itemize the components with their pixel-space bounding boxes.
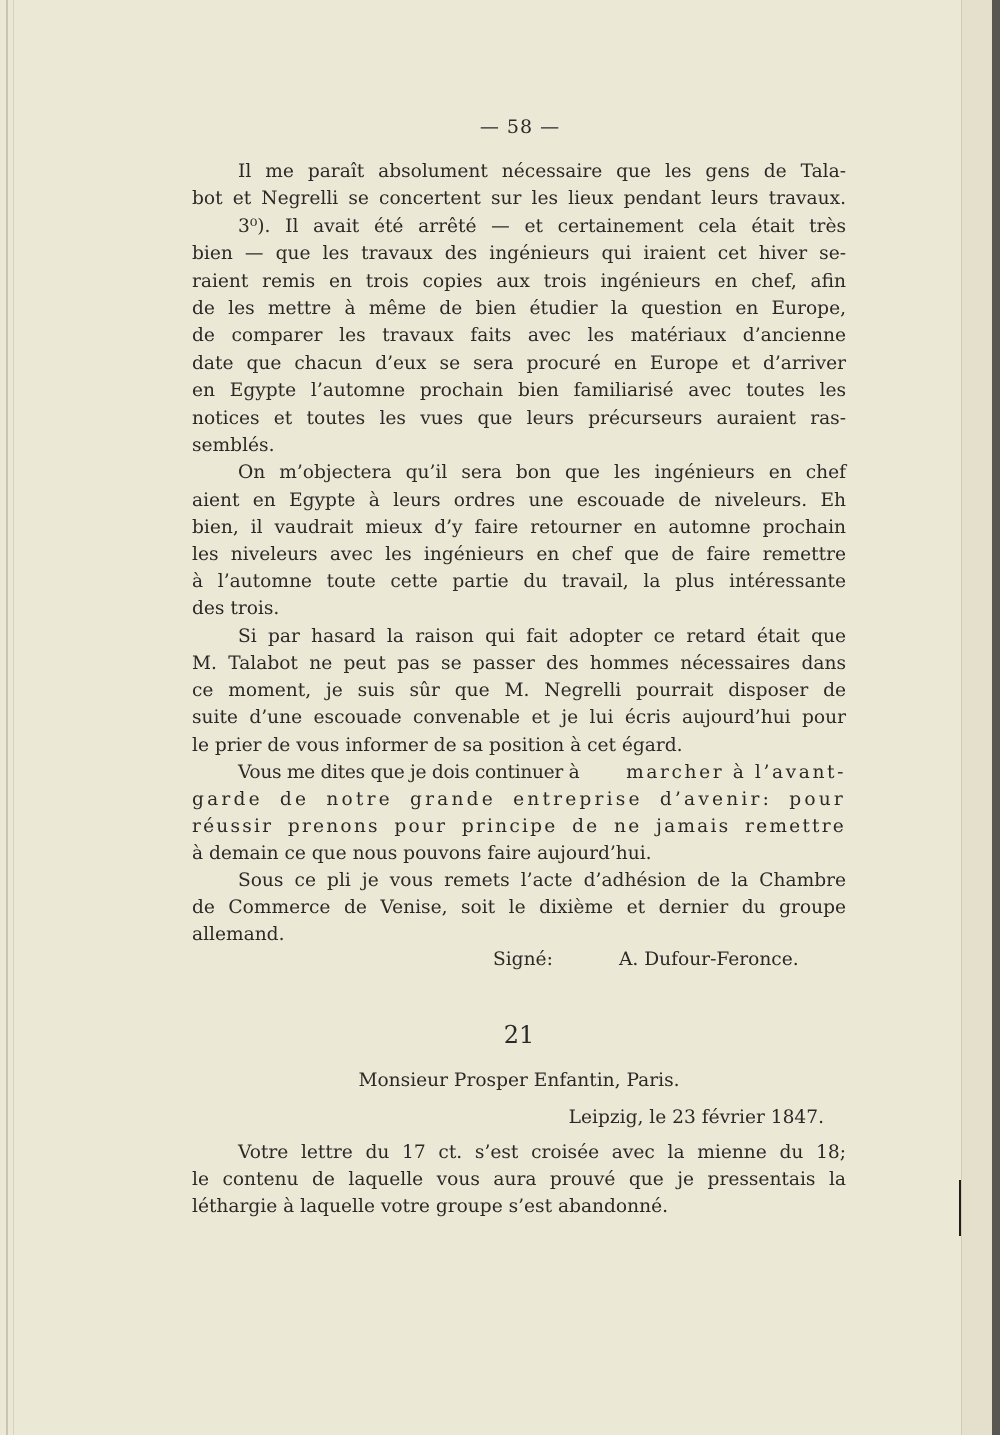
spaced-text-line: garde de notre grande entreprise d’avenir: pour	[192, 789, 846, 810]
text-segment: Vous me dites que je dois continuer à	[238, 762, 580, 783]
text-line: ce moment, je suis sûr que M. Negrelli pourrait disposer de	[192, 680, 846, 701]
text-line: les niveleurs avec les ingénieurs en chef que de faire remettre	[192, 544, 846, 565]
signature-name: A. Dufour-Feronce.	[619, 949, 799, 970]
text-line: Votre lettre du 17 ct. s’est croisée avec la mienne du 18;	[238, 1142, 846, 1163]
text-line: le prier de vous informer de sa position à cet égard.	[192, 735, 683, 756]
text-line: raient remis en trois copies aux trois ingénieurs en chef, afin	[192, 271, 846, 292]
text-line: On m’objectera qu’il sera bon que les ingénieurs en chef	[238, 462, 846, 483]
text-line: Il me paraît absolument nécessaire que les gens de Tala-	[238, 161, 846, 182]
text-line: allemand.	[192, 924, 285, 945]
text-line: date que chacun d’eux se sera procuré en Europe et d’arriver	[192, 353, 846, 374]
text-line: bot et Negrelli se concertent sur les lieux pendant leurs travaux.	[192, 188, 846, 209]
text-line: de comparer les travaux faits avec les matériaux d’ancienne	[192, 325, 846, 346]
letter-number: 21	[503, 1021, 535, 1049]
text-line: à l’automne toute cette partie du travail, la plus intéressante	[192, 571, 846, 592]
text-line	[238, 759, 846, 786]
signature-label: Signé:	[493, 949, 553, 970]
text-line: M. Talabot ne peut pas se passer des hommes nécessaires dans	[192, 653, 846, 674]
letter-addressee: Monsieur Prosper Enfantin, Paris.	[358, 1070, 680, 1091]
text-line: Si par hasard la raison qui fait adopter ce retard était que	[238, 626, 846, 647]
text-line: bien — que les travaux des ingénieurs qui iraient cet hiver se-	[192, 243, 846, 264]
text-line: suite d’une escouade convenable et je lui écris aujourd’hui pour	[192, 707, 846, 728]
text-line: Sous ce pli je vous remets l’acte d’adhésion de la Chambre	[238, 870, 846, 891]
text-line: léthargie à laquelle votre groupe s’est abandonné.	[192, 1196, 668, 1217]
text-line: à demain ce que nous pouvons faire aujourd’hui.	[192, 843, 652, 864]
text-line: semblés.	[192, 435, 275, 456]
text-line: en Egypte l’automne prochain bien familiarisé avec toutes les	[192, 380, 846, 401]
text-line: de Commerce de Venise, soit le dixième et dernier du groupe	[192, 897, 846, 918]
text-line: de les mettre à même de bien étudier la question en Europe,	[192, 298, 846, 319]
text-line: 3⁰). Il avait été arrêté — et certainement cela était très	[238, 216, 846, 237]
spaced-text-line: réussir prenons pour principe de ne jamais remettre	[192, 816, 846, 837]
text-line: aient en Egypte à leurs ordres une escouade de niveleurs. Eh	[192, 490, 846, 511]
text-line: le contenu de laquelle vous aura prouvé que je pressentais la	[192, 1169, 846, 1190]
text-line: notices et toutes les vues que leurs précurseurs auraient ras-	[192, 408, 846, 429]
spaced-text-segment: marcher à l’avant-	[626, 762, 846, 783]
page-number: — 58 —	[479, 116, 561, 138]
text-line: bien, il vaudrait mieux d’y faire retourner en automne prochain	[192, 517, 846, 538]
text-line: des trois.	[192, 598, 280, 619]
letter-place-date: Leipzig, le 23 février 1847.	[568, 1107, 824, 1128]
